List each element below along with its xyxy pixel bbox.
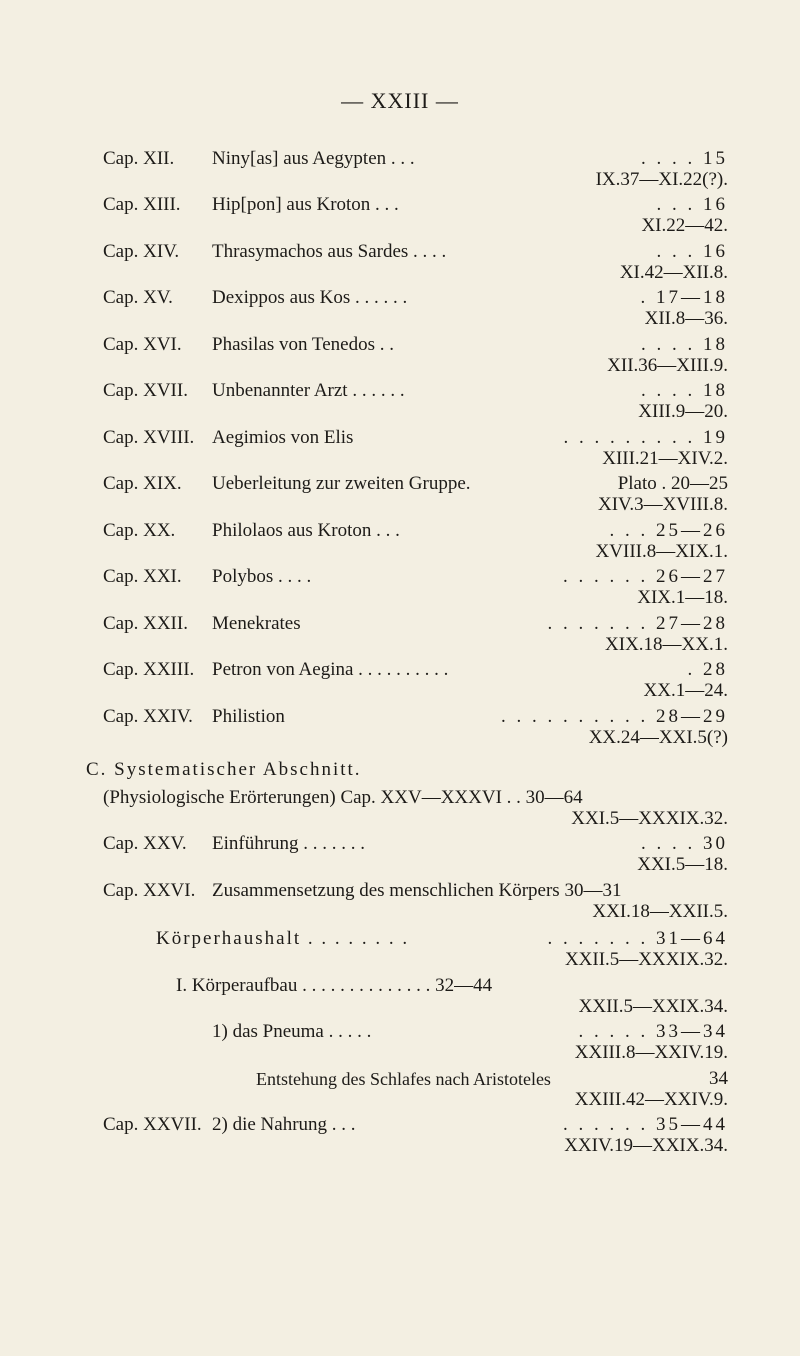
chapter-title: Einführung . . . . . . .: [212, 833, 366, 854]
chapter-number: Cap. XX.: [103, 520, 176, 541]
chapter-number: Cap. XXI.: [103, 566, 182, 587]
chapter-number: Cap. XIV.: [103, 241, 180, 262]
chapter-reference: XIII.9—20.: [638, 401, 728, 422]
subentry-pages: 34: [709, 1068, 728, 1089]
subentry-reference: XXII.5—XXIX.34.: [578, 996, 728, 1017]
chapter-title: Hip[pon] aus Kroton . . .: [212, 194, 399, 215]
chapter-pages: . 28: [687, 659, 728, 680]
subentry-pages: . . . . . 33—34: [578, 1021, 728, 1042]
chapter-reference: XXI.5—18.: [637, 854, 728, 875]
chapter-title: Dexippos aus Kos . . . . . .: [212, 287, 408, 308]
chapter-number: Cap. XXIII.: [103, 659, 195, 680]
chapter-pages: . . . . . . . . . . 28—29: [501, 706, 728, 727]
subentry-pages: . . . . . . . 31—64: [547, 928, 728, 949]
chapter-reference: XI.42—XII.8.: [619, 262, 728, 283]
chapter-pages: . . . 16: [656, 241, 728, 262]
chapter-number: Cap. XIII.: [103, 194, 181, 215]
chapter-number: Cap. XVIII.: [103, 427, 195, 448]
chapter-pages: . . . 25—26: [609, 520, 728, 541]
chapter-number: Cap. XVII.: [103, 380, 188, 401]
chapter-title: Philolaos aus Kroton . . .: [212, 520, 400, 541]
chapter-pages: . . . . . . 35—44: [563, 1114, 728, 1135]
subentry-title: Körperhaushalt . . . . . . . .: [156, 928, 410, 949]
chapter-title: 2) die Nahrung . . .: [212, 1114, 356, 1135]
subentry-reference: XXIII.42—XXIV.9.: [574, 1089, 728, 1110]
chapter-title: Menekrates: [212, 613, 301, 634]
chapter-reference: XII.8—36.: [644, 308, 728, 329]
chapter-reference: XXI.18—XXII.5.: [592, 901, 728, 922]
chapter-title: Phasilas von Tenedos . .: [212, 334, 394, 355]
chapter-number: Cap. XII.: [103, 148, 175, 169]
chapter-title: Ueberleitung zur zweiten Gruppe.: [212, 473, 471, 494]
chapter-pages: . . . 16: [656, 194, 728, 215]
chapter-pages: . . . . 30: [641, 833, 728, 854]
chapter-number: Cap. XXVII.: [103, 1114, 202, 1135]
subentry-title: 1) das Pneuma . . . . .: [212, 1021, 372, 1042]
chapter-reference: XII.36—XIII.9.: [607, 355, 728, 376]
chapter-pages: . . . . . . . 27—28: [547, 613, 728, 634]
chapter-pages: . . . . 15: [641, 148, 728, 169]
chapter-reference: XIX.1—18.: [637, 587, 728, 608]
chapter-number: Cap. XVI.: [103, 334, 182, 355]
chapter-number: Cap. XV.: [103, 287, 173, 308]
section-heading: C. Systematischer Abschnitt.: [86, 759, 362, 780]
subentry-title: Entstehung des Schlafes nach Aristoteles: [256, 1069, 551, 1089]
chapter-pages: . 17—18: [640, 287, 728, 308]
chapter-pages: . . . . . . 26—27: [563, 566, 728, 587]
chapter-title: Polybos . . . .: [212, 566, 312, 587]
chapter-number: Cap. XXV.: [103, 833, 187, 854]
chapter-reference: XIV.3—XVIII.8.: [598, 494, 728, 515]
chapter-title: Aegimios von Elis: [212, 427, 354, 448]
chapter-pages: . . . . . . . . . 19: [563, 427, 728, 448]
chapter-title: Thrasymachos aus Sardes . . . .: [212, 241, 447, 262]
chapter-title: Petron von Aegina . . . . . . . . . .: [212, 659, 449, 680]
chapter-reference: XI.22—42.: [641, 215, 728, 236]
chapter-pages: . . . . 18: [641, 334, 728, 355]
overview-reference: XXI.5—XXXIX.32.: [571, 808, 728, 829]
chapter-reference: XIII.21—XIV.2.: [602, 448, 728, 469]
chapter-reference: XX.24—XXI.5(?): [588, 727, 728, 748]
chapter-title: Niny[as] aus Aegypten . . .: [212, 148, 415, 169]
overview-text: (Physiologische Erörterungen) Cap. XXV—XXXVI . . 30—64: [103, 787, 583, 808]
page-header: — XXIII —: [341, 88, 459, 113]
chapter-reference: XX.1—24.: [643, 680, 728, 701]
chapter-reference: XVIII.8—XIX.1.: [595, 541, 728, 562]
chapter-reference: IX.37—XI.22(?).: [595, 169, 728, 190]
chapter-number: Cap. XIX.: [103, 473, 182, 494]
chapter-number: Cap. XXVI.: [103, 880, 196, 901]
subentry-reference: XXIII.8—XXIV.19.: [574, 1042, 728, 1063]
chapter-title: Unbenannter Arzt . . . . . .: [212, 380, 405, 401]
subentry-title: I. Körperaufbau . . . . . . . . . . . . . . 32—44: [176, 975, 493, 996]
chapter-reference: XXIV.19—XXIX.34.: [564, 1135, 728, 1156]
chapter-pages: . . . . 18: [641, 380, 728, 401]
subentry-reference: XXII.5—XXXIX.32.: [564, 949, 728, 970]
chapter-pages: Plato . 20—25: [617, 473, 728, 494]
chapter-number: Cap. XXIV.: [103, 706, 193, 727]
chapter-reference: XIX.18—XX.1.: [605, 634, 728, 655]
chapter-title: Zusammensetzung des menschlichen Körpers 30—31: [212, 880, 622, 901]
chapter-number: Cap. XXII.: [103, 613, 188, 634]
chapter-title: Philistion: [212, 706, 285, 727]
